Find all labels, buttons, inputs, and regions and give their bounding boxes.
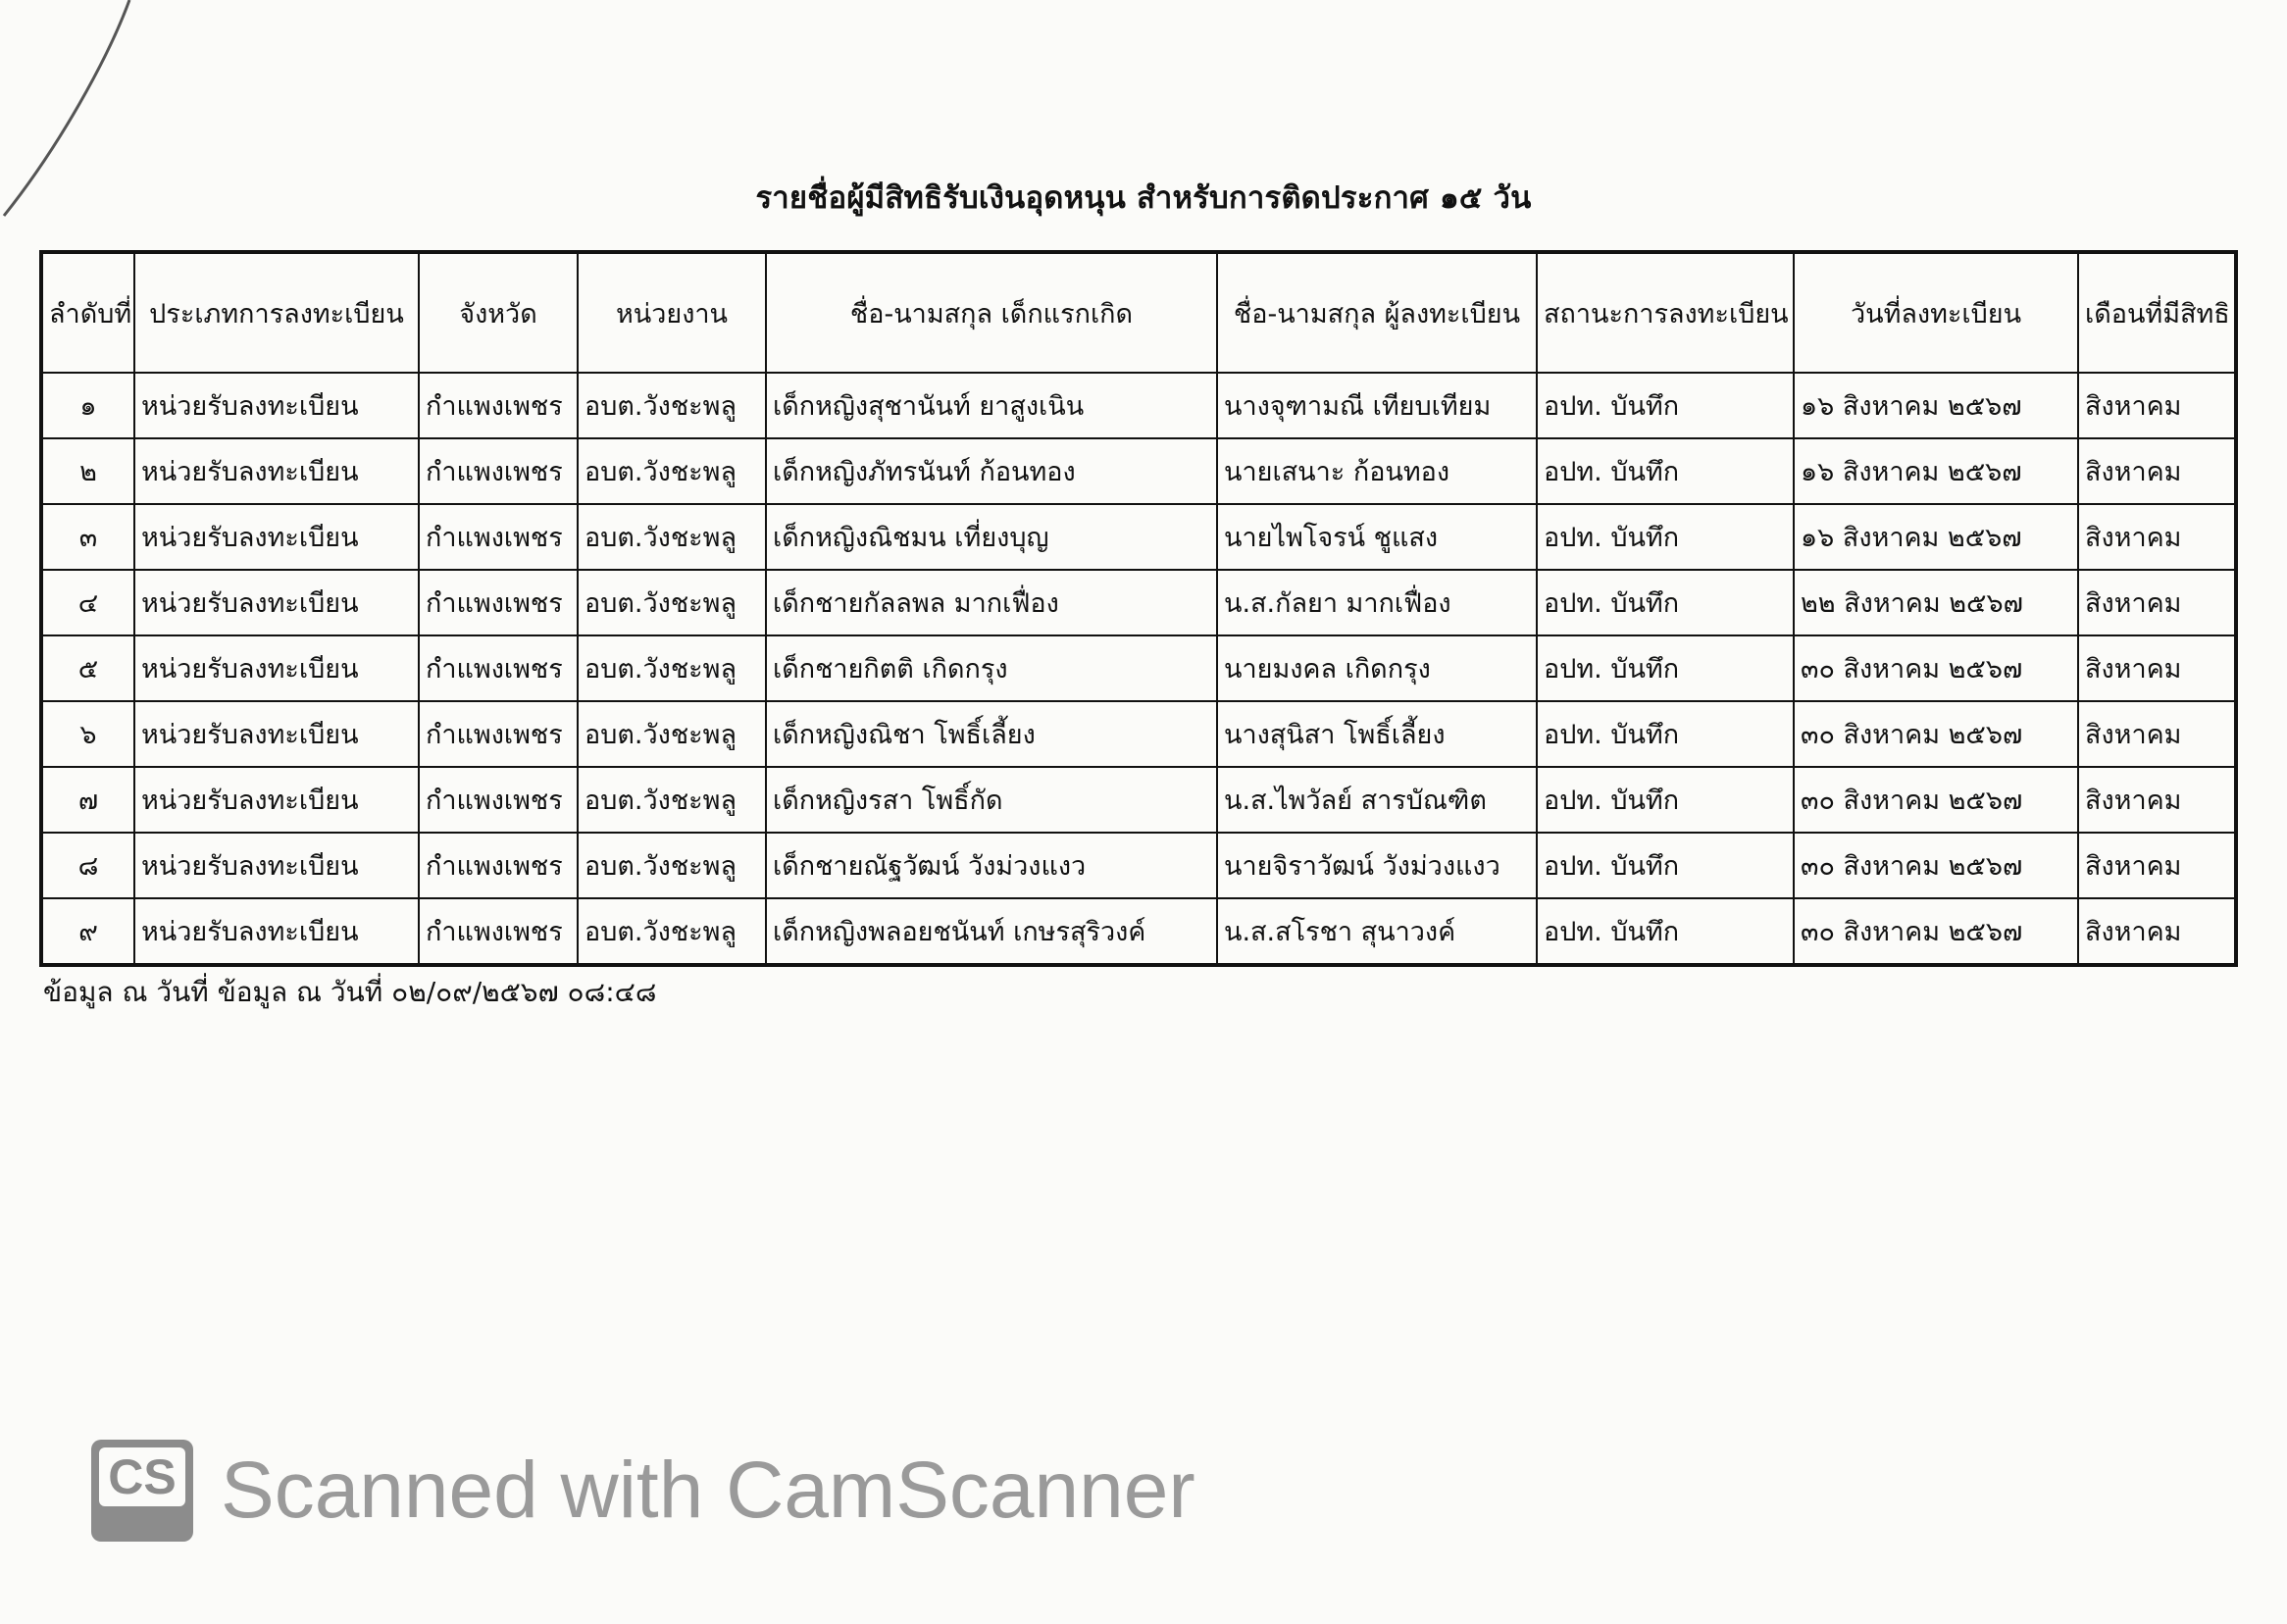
header-newborn-name: ชื่อ-นามสกุล เด็กแรกเกิด xyxy=(766,252,1217,373)
cell-seq: ๑ xyxy=(41,373,134,438)
cell-registration-type: หน่วยรับลงทะเบียน xyxy=(134,635,419,701)
cell-registrant-name: นางสุนิสา โพธิ์เลี้ยง xyxy=(1217,701,1537,767)
cell-province: กำแพงเพชร xyxy=(419,767,578,833)
table-header-row xyxy=(41,252,2236,373)
cell-registration-date: ๓๐ สิงหาคม ๒๕๖๗ xyxy=(1794,635,2078,701)
header-eligible-month: เดือนที่มีสิทธิ xyxy=(2078,252,2236,373)
cell-newborn-name: เด็กหญิงพลอยชนันท์ เกษรสุริวงค์ xyxy=(766,898,1217,965)
cell-newborn-name: เด็กหญิงณิชา โพธิ์เลี้ยง xyxy=(766,701,1217,767)
cell-eligible-month: สิงหาคม xyxy=(2078,767,2236,833)
cell-newborn-name: เด็กชายณัฐวัฒน์ วังม่วงแงว xyxy=(766,833,1217,898)
header-registration-date: วันที่ลงทะเบียน xyxy=(1794,252,2078,373)
cell-registrant-name: น.ส.กัลยา มากเฟื่อง xyxy=(1217,570,1537,635)
camscanner-watermark xyxy=(91,1440,1195,1542)
beneficiary-table xyxy=(39,250,2238,967)
cell-registration-status: อปท. บันทึก xyxy=(1537,767,1794,833)
cell-registration-type: หน่วยรับลงทะเบียน xyxy=(134,898,419,965)
cell-registration-status: อปท. บันทึก xyxy=(1537,504,1794,570)
cell-agency: อบต.วังชะพลู xyxy=(578,833,766,898)
cell-registration-status: อปท. บันทึก xyxy=(1537,833,1794,898)
cell-agency: อบต.วังชะพลู xyxy=(578,373,766,438)
cell-registration-date: ๓๐ สิงหาคม ๒๕๖๗ xyxy=(1794,701,2078,767)
cell-province: กำแพงเพชร xyxy=(419,833,578,898)
document-title: รายชื่อผู้มีสิทธิรับเงินอุดหนุน สำหรับการติดประกาศ ๑๕ วัน xyxy=(755,180,1532,216)
cell-eligible-month: สิงหาคม xyxy=(2078,701,2236,767)
header-agency: หน่วยงาน xyxy=(578,252,766,373)
cell-agency: อบต.วังชะพลู xyxy=(578,635,766,701)
data-as-of-footnote: ข้อมูล ณ วันที่ ข้อมูล ณ วันที่ ๐๒/๐๙/๒๕๖๗ ๐๘:๔๘ xyxy=(43,976,657,1008)
cell-province: กำแพงเพชร xyxy=(419,570,578,635)
cell-registration-type: หน่วยรับลงทะเบียน xyxy=(134,767,419,833)
cell-registrant-name: นายไพโจรน์ ชูแสง xyxy=(1217,504,1537,570)
header-registration-type: ประเภทการลงทะเบียน xyxy=(134,252,419,373)
header-seq: ลำดับที่ xyxy=(41,252,134,373)
cell-agency: อบต.วังชะพลู xyxy=(578,570,766,635)
cell-eligible-month: สิงหาคม xyxy=(2078,833,2236,898)
table-row xyxy=(41,438,2236,504)
cell-agency: อบต.วังชะพลู xyxy=(578,438,766,504)
cell-registration-type: หน่วยรับลงทะเบียน xyxy=(134,570,419,635)
cell-eligible-month: สิงหาคม xyxy=(2078,898,2236,965)
cell-seq: ๗ xyxy=(41,767,134,833)
cell-registration-type: หน่วยรับลงทะเบียน xyxy=(134,438,419,504)
cell-eligible-month: สิงหาคม xyxy=(2078,373,2236,438)
cell-province: กำแพงเพชร xyxy=(419,504,578,570)
cell-seq: ๙ xyxy=(41,898,134,965)
cell-newborn-name: เด็กหญิงภัทรนันท์ ก้อนทอง xyxy=(766,438,1217,504)
cell-seq: ๕ xyxy=(41,635,134,701)
cell-registration-date: ๓๐ สิงหาคม ๒๕๖๗ xyxy=(1794,767,2078,833)
cell-registrant-name: น.ส.สโรชา สุนาวงค์ xyxy=(1217,898,1537,965)
table-row xyxy=(41,373,2236,438)
cell-registration-date: ๑๖ สิงหาคม ๒๕๖๗ xyxy=(1794,504,2078,570)
cell-newborn-name: เด็กหญิงรสา โพธิ์กัด xyxy=(766,767,1217,833)
cell-registration-type: หน่วยรับลงทะเบียน xyxy=(134,701,419,767)
table-row xyxy=(41,767,2236,833)
cell-province: กำแพงเพชร xyxy=(419,438,578,504)
cell-province: กำแพงเพชร xyxy=(419,701,578,767)
table-row xyxy=(41,570,2236,635)
cell-registrant-name: นายเสนาะ ก้อนทอง xyxy=(1217,438,1537,504)
cell-registration-date: ๑๖ สิงหาคม ๒๕๖๗ xyxy=(1794,438,2078,504)
cell-registration-date: ๒๒ สิงหาคม ๒๕๖๗ xyxy=(1794,570,2078,635)
header-registration-status: สถานะการลงทะเบียน xyxy=(1537,252,1794,373)
cell-province: กำแพงเพชร xyxy=(419,373,578,438)
cell-registrant-name: นางจุฑามณี เทียบเทียม xyxy=(1217,373,1537,438)
header-registrant-name: ชื่อ-นามสกุล ผู้ลงทะเบียน xyxy=(1217,252,1537,373)
cell-seq: ๖ xyxy=(41,701,134,767)
cell-registration-date: ๑๖ สิงหาคม ๒๕๖๗ xyxy=(1794,373,2078,438)
cell-seq: ๔ xyxy=(41,570,134,635)
table-row xyxy=(41,898,2236,965)
cell-agency: อบต.วังชะพลู xyxy=(578,767,766,833)
cell-eligible-month: สิงหาคม xyxy=(2078,635,2236,701)
cell-registration-status: อปท. บันทึก xyxy=(1537,438,1794,504)
cell-agency: อบต.วังชะพลู xyxy=(578,701,766,767)
table-row xyxy=(41,504,2236,570)
cell-registration-date: ๓๐ สิงหาคม ๒๕๖๗ xyxy=(1794,833,2078,898)
cell-registrant-name: นายจิราวัฒน์ วังม่วงแงว xyxy=(1217,833,1537,898)
cell-registration-status: อปท. บันทึก xyxy=(1537,701,1794,767)
cell-province: กำแพงเพชร xyxy=(419,635,578,701)
cell-seq: ๓ xyxy=(41,504,134,570)
cell-registration-status: อปท. บันทึก xyxy=(1537,898,1794,965)
cell-province: กำแพงเพชร xyxy=(419,898,578,965)
table-row xyxy=(41,833,2236,898)
cell-agency: อบต.วังชะพลู xyxy=(578,504,766,570)
cell-eligible-month: สิงหาคม xyxy=(2078,570,2236,635)
camscanner-logo-text: CS xyxy=(99,1447,185,1506)
cell-registrant-name: นายมงคล เกิดกรุง xyxy=(1217,635,1537,701)
table-row xyxy=(41,635,2236,701)
camscanner-logo-icon xyxy=(91,1440,193,1542)
cell-eligible-month: สิงหาคม xyxy=(2078,438,2236,504)
cell-registrant-name: น.ส.ไพวัลย์ สารบัณฑิต xyxy=(1217,767,1537,833)
cell-registration-date: ๓๐ สิงหาคม ๒๕๖๗ xyxy=(1794,898,2078,965)
cell-seq: ๘ xyxy=(41,833,134,898)
cell-newborn-name: เด็กหญิงณิชมน เที่ยงบุญ xyxy=(766,504,1217,570)
table-row xyxy=(41,701,2236,767)
watermark-text: Scanned with CamScanner xyxy=(221,1446,1195,1535)
cell-eligible-month: สิงหาคม xyxy=(2078,504,2236,570)
cell-registration-type: หน่วยรับลงทะเบียน xyxy=(134,833,419,898)
cell-newborn-name: เด็กชายกิตติ เกิดกรุง xyxy=(766,635,1217,701)
header-province: จังหวัด xyxy=(419,252,578,373)
cell-registration-status: อปท. บันทึก xyxy=(1537,373,1794,438)
cell-registration-type: หน่วยรับลงทะเบียน xyxy=(134,373,419,438)
cell-newborn-name: เด็กชายกัลลพล มากเฟื่อง xyxy=(766,570,1217,635)
cell-agency: อบต.วังชะพลู xyxy=(578,898,766,965)
cell-registration-type: หน่วยรับลงทะเบียน xyxy=(134,504,419,570)
cell-registration-status: อปท. บันทึก xyxy=(1537,635,1794,701)
cell-seq: ๒ xyxy=(41,438,134,504)
cell-registration-status: อปท. บันทึก xyxy=(1537,570,1794,635)
cell-newborn-name: เด็กหญิงสุชานันท์ ยาสูงเนิน xyxy=(766,373,1217,438)
